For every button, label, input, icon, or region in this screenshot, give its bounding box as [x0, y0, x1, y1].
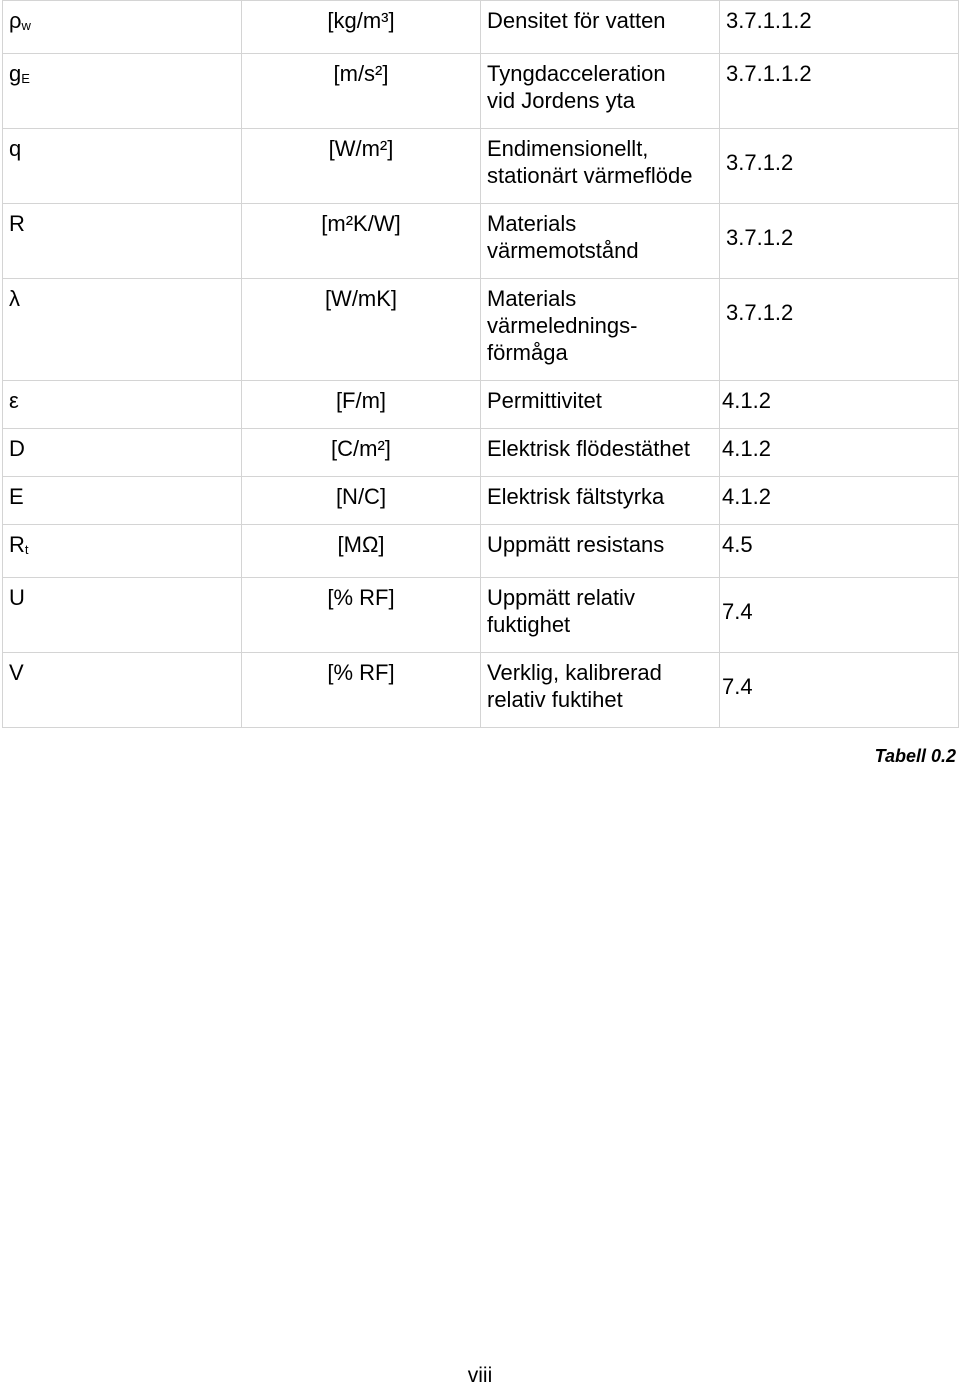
- reference-cell: 3.7.1.2: [720, 129, 959, 204]
- table-row: [3, 129, 959, 204]
- reference-cell: 3.7.1.2: [720, 204, 959, 279]
- description-cell: Endimensionellt, stationärt värmeflöde: [481, 129, 720, 204]
- symbol-text: R: [9, 532, 25, 557]
- symbol-cell: [3, 429, 242, 477]
- unit-cell: [W/m²]: [242, 129, 481, 204]
- symbol-text: q: [9, 136, 22, 161]
- description-cell: Elektrisk flödestäthet: [481, 429, 720, 477]
- reference-cell: 3.7.1.1.2: [720, 54, 959, 129]
- unit-cell: [C/m²]: [242, 429, 481, 477]
- symbol-cell: [3, 525, 242, 578]
- description-cell: Elektrisk fältstyrka: [481, 477, 720, 525]
- table-row: [3, 279, 959, 381]
- symbol-table: [2, 0, 959, 728]
- symbol-text: U: [9, 585, 25, 610]
- description-cell: Uppmätt resistans: [481, 525, 720, 578]
- symbol-subscript: E: [21, 71, 30, 86]
- reference-cell: 4.1.2: [720, 477, 959, 525]
- table-row: [3, 525, 959, 578]
- table-row: [3, 204, 959, 279]
- table-row: [3, 381, 959, 429]
- symbol-cell: [3, 381, 242, 429]
- symbol-text: λ: [9, 286, 20, 311]
- unit-cell: [F/m]: [242, 381, 481, 429]
- unit-cell: [kg/m³]: [242, 1, 481, 54]
- symbol-subscript: t: [24, 542, 29, 557]
- symbol-text: ρ: [9, 8, 22, 33]
- table-row: [3, 477, 959, 525]
- table-row: [3, 578, 959, 653]
- table-row: [3, 54, 959, 129]
- symbol-cell: [3, 578, 242, 653]
- symbol-table-body: [3, 1, 959, 728]
- table-row: [3, 1, 959, 54]
- table-caption: Tabell 0.2: [874, 746, 956, 766]
- unit-cell: [W/mK]: [242, 279, 481, 381]
- description-cell: Uppmätt relativ fuktighet: [481, 578, 720, 653]
- symbol-cell: [3, 54, 242, 129]
- symbol-text: ε: [9, 388, 19, 413]
- reference-cell: 7.4: [720, 653, 959, 728]
- symbol-text: V: [9, 660, 24, 685]
- reference-cell: 3.7.1.2: [720, 279, 959, 381]
- description-cell: Densitet för vatten: [481, 1, 720, 54]
- table-row: [3, 653, 959, 728]
- symbol-cell: [3, 204, 242, 279]
- symbol-text: R: [9, 211, 25, 236]
- symbol-cell: [3, 653, 242, 728]
- description-cell: Permittivitet: [481, 381, 720, 429]
- description-cell: Tyngdacceleration vid Jordens yta: [481, 54, 720, 129]
- symbol-cell: [3, 1, 242, 54]
- unit-cell: [MΩ]: [242, 525, 481, 578]
- page-number: viii: [467, 1364, 493, 1387]
- reference-cell: 3.7.1.1.2: [720, 1, 959, 54]
- unit-cell: [% RF]: [242, 578, 481, 653]
- reference-cell: 4.1.2: [720, 429, 959, 477]
- symbol-text: g: [9, 61, 22, 86]
- reference-cell: 4.1.2: [720, 381, 959, 429]
- table-row: [3, 429, 959, 477]
- symbol-subscript: w: [21, 18, 31, 33]
- symbol-cell: [3, 279, 242, 381]
- symbol-cell: [3, 129, 242, 204]
- description-cell: Materials värmemotstånd: [481, 204, 720, 279]
- reference-cell: 7.4: [720, 578, 959, 653]
- reference-cell: 4.5: [720, 525, 959, 578]
- description-cell: Materials värmelednings- förmåga: [481, 279, 720, 381]
- unit-cell: [N/C]: [242, 477, 481, 525]
- symbol-text: D: [9, 436, 25, 461]
- unit-cell: [m²K/W]: [242, 204, 481, 279]
- symbol-text: E: [9, 484, 24, 509]
- unit-cell: [m/s²]: [242, 54, 481, 129]
- symbol-cell: [3, 477, 242, 525]
- unit-cell: [% RF]: [242, 653, 481, 728]
- description-cell: Verklig, kalibrerad relativ fuktihet: [481, 653, 720, 728]
